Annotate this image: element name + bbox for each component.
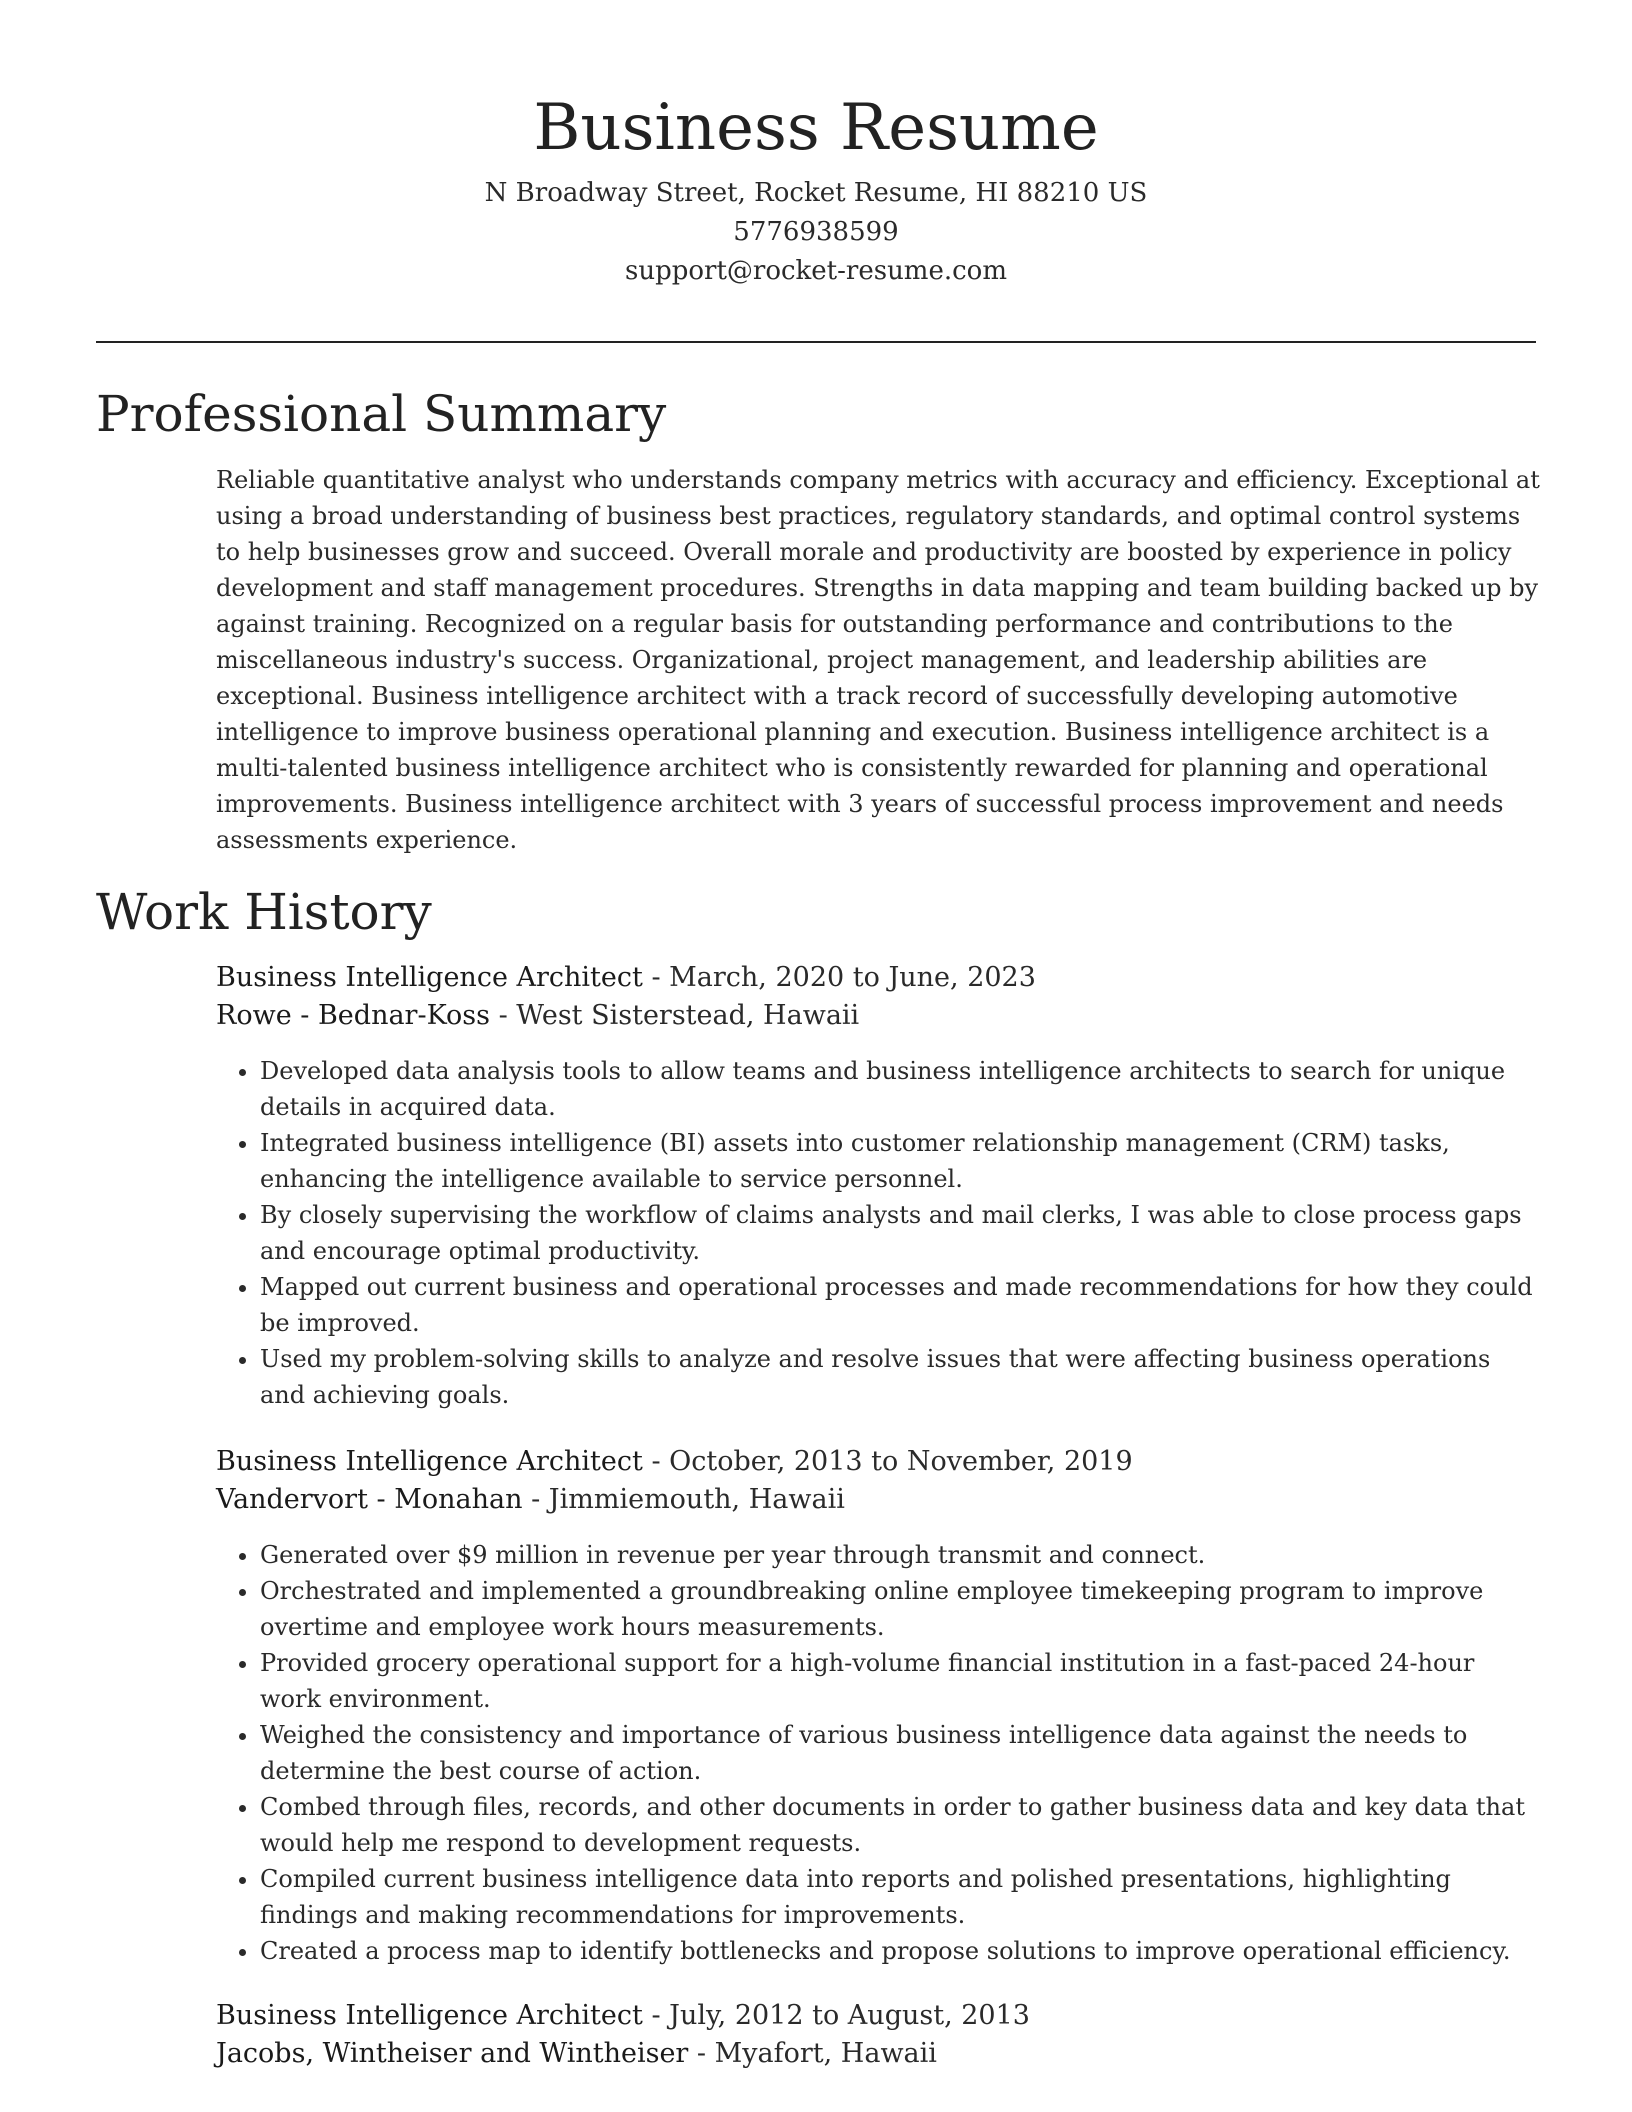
job-bullets	[216, 1053, 1541, 1413]
job-company: Rowe - Bednar-Koss	[216, 1000, 490, 1031]
job-title-line	[216, 1997, 1541, 2035]
contact-email: support@rocket-resume.com	[624, 256, 1007, 286]
job-title: Business Intelligence Architect	[216, 1446, 643, 1477]
job-title-line	[216, 1443, 1541, 1481]
job-bullet: • Used my problem-solving skills to analyze and resolve issues that were affecting business operations and achieving goals.	[260, 1341, 1541, 1413]
job-bullet: • Developed data analysis tools to allow teams and business intelligence architects to search for unique details in acquired data.	[260, 1053, 1541, 1125]
job-company: Vandervort - Monahan	[216, 1484, 523, 1515]
contact-info	[96, 174, 1536, 291]
job-entry	[216, 1997, 1541, 2073]
job-bullet: • Compiled current business intelligence data into reports and polished presentations, highlighting findings and making recommendations for improvements.	[260, 1861, 1541, 1933]
job-bullet: • Provided grocery operational support for a high-volume financial institution in a fast-paced 24-hour work environment.	[260, 1645, 1541, 1717]
work-history-heading: Work History	[96, 883, 432, 941]
summary-text: Reliable quantitative analyst who understands company metrics with accuracy and efficiency. Exceptional at using a broad understanding of business best practices, regulatory standards, and optimal control systems to help businesses grow and succeed. Overall morale and productivity are boosted by experience in policy development and staff management procedures. Strengths in data mapping and team building backed up by against training. Recognized on a regular basis for outstanding performance and contributions to the miscellaneous industry's success. Organizational, project management, and leadership abilities are exceptional. Business intelligence architect with a track record of successfully developing automotive intelligence to improve business operational planning and execution. Business intelligence architect is a multi-talented business intelligence architect who is consistently rewarded for planning and operational improvements. Business intelligence architect with 3 years of successful process improvement and needs assessments experience.	[216, 466, 1540, 854]
job-dates: - March, 2020 to June, 2023	[642, 962, 1036, 993]
job-dates: - July, 2012 to August, 2013	[642, 2000, 1030, 2031]
resume-header	[96, 84, 1536, 291]
job-company-line	[216, 1481, 1541, 1519]
job-bullet: • Combed through files, records, and other documents in order to gather business data and key data that would help me respond to development requests.	[260, 1789, 1541, 1861]
job-company: Jacobs, Wintheiser and Wintheiser	[216, 2038, 689, 2069]
job-entry	[216, 959, 1541, 1413]
job-company-line	[216, 997, 1541, 1035]
summary-heading: Professional Summary	[96, 385, 667, 443]
header-divider	[96, 341, 1536, 343]
job-title: Business Intelligence Architect	[216, 2000, 643, 2031]
job-bullet: • By closely supervising the workflow of claims analysts and mail clerks, I was able to close process gaps and encourage optimal productivity.	[260, 1197, 1541, 1269]
job-bullet: • Mapped out current business and operational processes and made recommendations for how they could be improved.	[260, 1269, 1541, 1341]
contact-address: N Broadway Street, Rocket Resume, HI 88210 US	[484, 178, 1148, 208]
contact-phone: 5776938599	[733, 217, 899, 247]
job-location: - Myafort, Hawaii	[688, 2038, 937, 2069]
job-company-line	[216, 2035, 1541, 2073]
job-dates: - October, 2013 to November, 2019	[642, 1446, 1133, 1477]
job-bullet: • Created a process map to identify bottlenecks and propose solutions to improve operational efficiency.	[260, 1933, 1541, 1969]
job-location: - Jimmiemouth, Hawaii	[522, 1484, 845, 1515]
job-entry	[216, 1443, 1541, 1969]
job-bullet: • Generated over $9 million in revenue per year through transmit and connect.	[260, 1537, 1541, 1573]
job-title-line	[216, 959, 1541, 997]
job-bullet: • Orchestrated and implemented a groundbreaking online employee timekeeping program to improve overtime and employee work hours measurements.	[260, 1573, 1541, 1645]
job-bullets	[216, 1537, 1541, 1969]
resume-name: Business Resume	[533, 91, 1099, 165]
job-bullet: • Integrated business intelligence (BI) assets into customer relationship management (CRM) tasks, enhancing the intelligence available to service personnel.	[260, 1125, 1541, 1197]
job-location: - West Sisterstead, Hawaii	[490, 1000, 860, 1031]
job-bullet: • Weighed the consistency and importance of various business intelligence data against the needs to determine the best course of action.	[260, 1717, 1541, 1789]
job-title: Business Intelligence Architect	[216, 962, 643, 993]
